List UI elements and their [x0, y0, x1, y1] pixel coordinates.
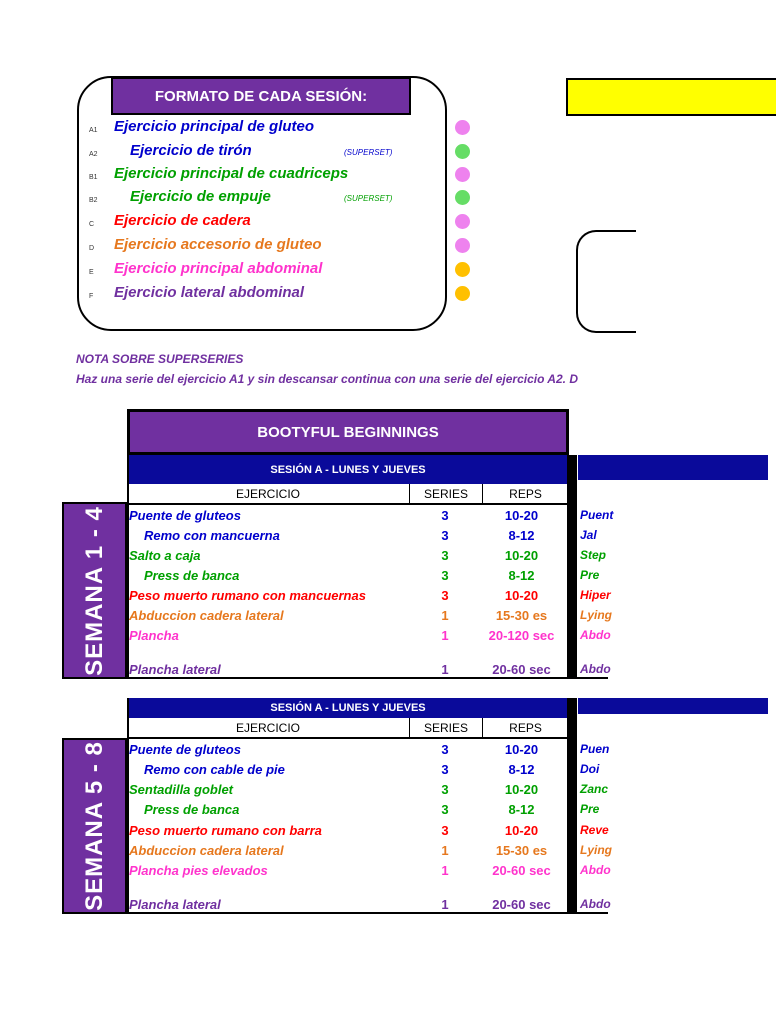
session-title-right [578, 698, 768, 714]
table-outline [127, 455, 569, 679]
exercise-series: 1 [441, 842, 449, 858]
exercise-reps: 10-20 [504, 507, 539, 523]
exercise-series: 3 [441, 741, 449, 757]
exercise-reps: 20-60 sec [492, 661, 551, 677]
exercise-name: Peso muerto rumano con mancuernas [129, 587, 366, 603]
highlight-bar [566, 78, 776, 116]
exercise-series: 3 [441, 761, 449, 777]
color-dot [455, 214, 470, 229]
exercise-name: Sentadilla goblet [129, 781, 234, 797]
right-exercise-name [578, 779, 608, 799]
format-exercise: Ejercicio accesorio de gluteo [114, 236, 322, 253]
exercise-name: Plancha lateral [129, 661, 221, 677]
exercise-name: Puente de gluteos [129, 741, 241, 757]
exercise-name: Salto a caja [129, 547, 201, 563]
right-exercise-name [578, 659, 611, 679]
week-label [62, 738, 127, 914]
format-exercise: Ejercicio principal abdominal [114, 260, 323, 277]
exercise-series: 3 [441, 822, 449, 838]
exercise-name: Plancha lateral [129, 896, 221, 912]
right-exercise-name [578, 505, 614, 525]
right-exercise-text: Lying [580, 843, 612, 857]
color-dot [455, 286, 470, 301]
right-exercise-name [578, 739, 608, 759]
right-exercise-text: Zanc [580, 782, 609, 796]
format-code: E [89, 269, 94, 276]
right-exercise-text: Hiper [580, 588, 611, 602]
format-code: A2 [89, 151, 98, 158]
exercise-series: 3 [441, 801, 449, 817]
superset-label: (SUPERSET) [344, 194, 393, 203]
right-table-border [577, 677, 608, 679]
right-exercise-name [578, 759, 608, 779]
exercise-series: 3 [441, 547, 449, 563]
format-code: D [89, 245, 95, 252]
column-header-exercise: EJERCICIO [127, 484, 410, 503]
week-label [62, 502, 127, 679]
exercise-name: Puente de gluteos [129, 507, 241, 523]
right-exercise-name [578, 605, 612, 625]
right-exercise-text: Puent [580, 508, 614, 522]
column-header-reps: REPS [483, 484, 569, 503]
column-header-reps: REPS [483, 718, 569, 737]
exercise-name: Press de banca [144, 801, 240, 817]
right-exercise-text: Pre [580, 802, 600, 816]
session-title: SESIÓN A - LUNES Y JUEVES [127, 455, 569, 484]
right-exercise-name [578, 840, 612, 860]
right-exercise-text: Pre [580, 568, 600, 582]
exercise-reps: 20-120 sec [488, 627, 555, 643]
right-exercise-text: Doi [580, 762, 600, 776]
table-outline [127, 698, 569, 914]
exercise-name: Remo con mancuerna [144, 527, 280, 543]
exercise-series: 3 [441, 527, 449, 543]
superset-label: (SUPERSET) [344, 148, 393, 157]
right-exercise-text: Abdo [580, 863, 611, 877]
exercise-series: 1 [441, 862, 449, 878]
format-exercise: Ejercicio de cadera [114, 212, 251, 229]
right-exercise-text: Abdo [580, 897, 611, 911]
exercise-reps: 15-30 es [495, 607, 548, 623]
exercise-reps: 8-12 [508, 801, 535, 817]
exercise-reps: 8-12 [508, 527, 535, 543]
exercise-series: 1 [441, 661, 449, 677]
exercise-series: 1 [441, 896, 449, 912]
format-exercise: Ejercicio principal de cuadriceps [114, 165, 349, 182]
right-exercise-name [578, 894, 611, 914]
format-code: F [89, 293, 94, 300]
table-divider [567, 455, 577, 679]
format-exercise: Ejercicio lateral abdominal [114, 284, 305, 301]
exercise-name: Abduccion cadera lateral [129, 842, 284, 858]
right-exercise-name [578, 625, 611, 645]
color-dot [455, 167, 470, 182]
right-exercise-text: Abdo [580, 662, 611, 676]
color-dot [455, 190, 470, 205]
format-exercise: Ejercicio de tirón [130, 142, 252, 159]
exercise-reps: 10-20 [504, 547, 539, 563]
right-exercise-text: Reve [580, 823, 609, 837]
exercise-reps: 8-12 [508, 567, 535, 583]
right-exercise-name [578, 525, 608, 545]
color-dot [455, 120, 470, 135]
exercise-series: 1 [441, 607, 449, 623]
right-exercise-text: Puen [580, 742, 610, 756]
exercise-name: Plancha pies elevados [129, 862, 268, 878]
right-exercise-name [578, 799, 608, 819]
right-exercise-text: Step [580, 548, 607, 562]
session-title: SESIÓN A - LUNES Y JUEVES [127, 698, 569, 718]
right-exercise-text: Jal [580, 528, 597, 542]
exercise-reps: 20-60 sec [492, 896, 551, 912]
exercise-name: Remo con cable de pie [144, 761, 285, 777]
exercise-reps: 10-20 [504, 741, 539, 757]
right-table-border [577, 912, 608, 914]
right-exercise-text: Lying [580, 608, 612, 622]
format-exercise: Ejercicio de empuje [130, 188, 271, 205]
format-title: FORMATO DE CADA SESIÓN: [111, 77, 411, 115]
right-exercise-text: Abdo [580, 628, 611, 642]
week-label-text: SEMANA 1 - 4 [80, 505, 108, 676]
column-header-exercise: EJERCICIO [127, 718, 410, 737]
format-code: C [89, 221, 95, 228]
exercise-series: 3 [441, 507, 449, 523]
session-title-right [578, 455, 768, 480]
exercise-series: 1 [441, 627, 449, 643]
format-code: A1 [89, 127, 98, 134]
table-divider [567, 698, 577, 914]
exercise-reps: 10-20 [504, 587, 539, 603]
exercise-name: Press de banca [144, 567, 240, 583]
column-header-series: SERIES [410, 484, 483, 503]
note-title: NOTA SOBRE SUPERSERIES [76, 352, 244, 366]
color-dot [455, 238, 470, 253]
format-code: B2 [89, 197, 98, 204]
right-exercise-name [578, 860, 611, 880]
note-text: Haz una serie del ejercicio A1 y sin descansar continua con una serie del ejercicio A2. D [76, 372, 578, 386]
exercise-series: 3 [441, 567, 449, 583]
week-label-text: SEMANA 5 - 8 [80, 741, 108, 911]
format-exercise: Ejercicio principal de gluteo [114, 118, 315, 135]
right-exercise-name [578, 585, 611, 605]
color-dot [455, 262, 470, 277]
right-exercise-name [578, 820, 608, 840]
exercise-reps: 8-12 [508, 761, 535, 777]
right-info-box [576, 230, 636, 333]
column-header-series: SERIES [410, 718, 483, 737]
right-exercise-name [578, 565, 608, 585]
exercise-reps: 10-20 [504, 822, 539, 838]
exercise-series: 3 [441, 781, 449, 797]
exercise-name: Plancha [129, 627, 179, 643]
exercise-series: 3 [441, 587, 449, 603]
program-title: BOOTYFUL BEGINNINGS [127, 409, 569, 455]
exercise-reps: 20-60 sec [492, 862, 551, 878]
exercise-name: Peso muerto rumano con barra [129, 822, 322, 838]
right-exercise-name [578, 545, 608, 565]
exercise-reps: 10-20 [504, 781, 539, 797]
exercise-name: Abduccion cadera lateral [129, 607, 284, 623]
format-code: B1 [89, 174, 98, 181]
exercise-reps: 15-30 es [495, 842, 548, 858]
color-dot [455, 144, 470, 159]
